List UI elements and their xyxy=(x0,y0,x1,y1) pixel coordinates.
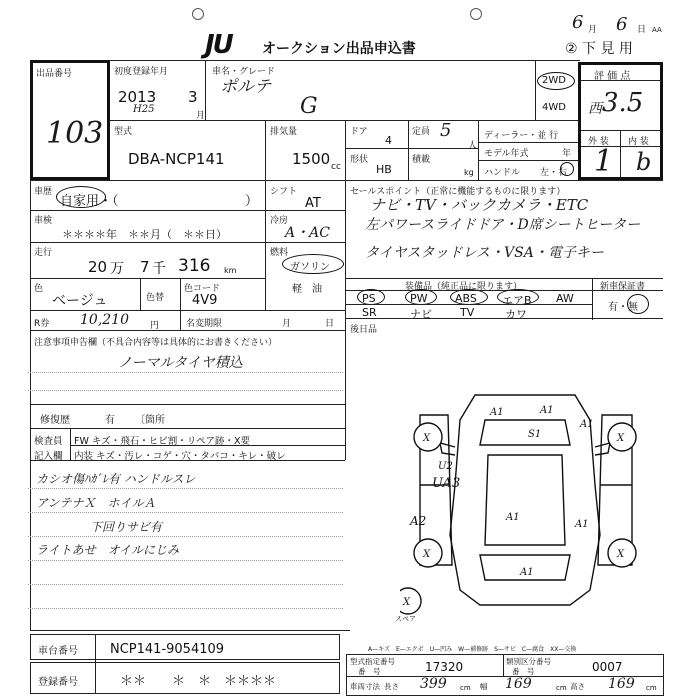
interior-label: 内 装 xyxy=(628,137,649,147)
equipment-item: カワ xyxy=(505,308,527,321)
registration-month-unit: 月 xyxy=(196,111,206,121)
dealer-row: ディーラー・並 行 xyxy=(484,131,559,141)
doors-value: 4 xyxy=(385,134,392,147)
inspection-label: 車検 xyxy=(34,216,53,226)
registration-year: 2013 xyxy=(118,88,157,106)
class-number-value: 0007 xyxy=(592,660,623,674)
doors-label: ドア xyxy=(350,127,368,137)
divider xyxy=(30,330,345,331)
capacity-unit: 人 xyxy=(468,141,478,151)
guarantee-label: 新車保証書 xyxy=(600,282,646,292)
divider xyxy=(180,310,181,330)
mileage-man: 20 xyxy=(88,258,108,276)
model-value: DBA-NCP141 xyxy=(128,150,225,168)
divider xyxy=(620,130,621,178)
usage-value: 自家用・（ xyxy=(60,194,119,209)
divider xyxy=(30,210,345,211)
length-label: 長さ xyxy=(384,682,399,691)
inspector-note: カシオ傷ﾊｶﾞﾚ有 ハンドルスレ xyxy=(36,472,196,486)
damage-mark: A1 xyxy=(580,419,594,430)
car-mirror xyxy=(440,443,455,455)
mileage-sen-unit: 千 xyxy=(152,261,166,277)
divider xyxy=(30,278,265,279)
divider xyxy=(592,278,593,320)
divider xyxy=(30,180,31,630)
fuel-value: ガソリン xyxy=(290,262,330,273)
date-suffix: AA xyxy=(652,26,662,34)
capacity-value: 5 xyxy=(440,120,452,141)
deadline-day: 日 xyxy=(325,319,335,329)
equipment-item: ABS xyxy=(455,292,477,305)
height-unit: cm xyxy=(646,684,657,692)
damage-mark: A1 xyxy=(490,407,504,418)
divider xyxy=(580,146,662,147)
divider xyxy=(265,120,266,180)
car-diagram xyxy=(400,375,660,625)
damage-mark: A1 xyxy=(575,519,589,530)
damage-legend: A—キズ E—エクボ U—凹み W—補修跡 S—サビ C—腐食 XX—交換 xyxy=(368,646,577,653)
equipment-item: ナビ xyxy=(410,308,432,321)
width-unit: cm xyxy=(556,684,567,692)
divider xyxy=(535,60,536,120)
punch-hole-icon xyxy=(470,8,482,20)
notes-text: ノーマルタイヤ積込 xyxy=(118,355,243,371)
displacement-unit: cc xyxy=(331,162,341,172)
equipment-circle xyxy=(357,289,385,305)
aircon-label: 冷房 xyxy=(270,216,289,226)
equipment-circle xyxy=(405,289,437,305)
tire-mark: X xyxy=(423,433,431,444)
damage-mark: UA3 xyxy=(432,476,461,491)
car-roof xyxy=(485,455,565,545)
color-code-label: 色コード xyxy=(184,284,221,294)
reg-number-value: ＊＊ ＊ ＊ ＊＊＊＊ xyxy=(120,674,277,689)
chassis-number: NCP141-9054109 xyxy=(110,642,225,657)
divider xyxy=(345,148,478,149)
mileage-rest: 316 xyxy=(178,256,211,276)
selling-point-line: 左パワースライドドア・D席シートヒーター xyxy=(365,217,641,233)
equipment-circle xyxy=(450,289,488,305)
divider xyxy=(140,278,141,310)
copy-label: ② 下 見 用 xyxy=(565,41,633,57)
displacement-label: 排気量 xyxy=(270,127,298,137)
notes-line xyxy=(28,512,343,513)
model-year-unit: 年 xyxy=(562,149,572,159)
recycle-unit: 円 xyxy=(150,321,160,331)
recycle-value: 10,210 xyxy=(80,312,129,328)
divider xyxy=(30,310,345,311)
inspector-label: 記入欄 xyxy=(34,451,63,462)
fuel-label: 燃料 xyxy=(270,248,289,258)
reg-number-label: 登録番号 xyxy=(38,677,78,688)
equipment-item: SR xyxy=(362,306,377,319)
shift-value: AT xyxy=(305,196,321,211)
color-value: ベージュ xyxy=(52,293,108,309)
selling-points-label: セールスポイント（正常に機能するものに限ります） xyxy=(350,187,566,197)
divider xyxy=(30,404,345,405)
exterior-label: 外 装 xyxy=(588,137,609,147)
inspector-label: 検査員 xyxy=(34,436,63,447)
date-day-unit: 日 xyxy=(637,25,647,35)
handle-row: ハンドル xyxy=(484,168,521,178)
deadline-label: 名変期限 xyxy=(186,319,223,329)
notes-line xyxy=(28,608,343,609)
notes-line xyxy=(28,372,343,373)
divider xyxy=(30,630,350,631)
notes-line xyxy=(28,536,343,537)
equipment-item: PW xyxy=(410,292,428,305)
repair-value: 有 xyxy=(105,415,115,426)
equipment-circle xyxy=(497,289,539,305)
lot-number-label: 出品番号 xyxy=(36,69,73,79)
body-shape-label: 形状 xyxy=(350,155,369,165)
selling-point-line: タイヤスタッドレス・VSA・電子キー xyxy=(365,245,604,261)
divider xyxy=(265,180,266,310)
equipment-label: 装備品（純正品に限ります） xyxy=(405,282,523,292)
spare-label: スペア xyxy=(395,615,416,623)
equipment-item: TV xyxy=(460,306,475,319)
notes-label: 注意事項申告欄（不具合内容等は具体的にお書きください） xyxy=(34,338,278,348)
equipment-item: エアB xyxy=(502,294,532,307)
punch-hole-icon xyxy=(192,8,204,20)
color-change-label: 色替 xyxy=(146,293,165,303)
load-label: 積載 xyxy=(412,155,431,165)
inspector-note: 下回りサビ有 xyxy=(90,520,163,534)
damage-mark: U2 xyxy=(438,461,453,472)
type-number-sub: 番 号 xyxy=(358,667,381,676)
usage-circle xyxy=(56,186,106,208)
divider xyxy=(345,304,592,305)
class-number-sub: 番 号 xyxy=(512,667,535,676)
tire-mark: X xyxy=(617,433,625,444)
date-day: 6 xyxy=(616,14,628,35)
divider xyxy=(110,60,580,61)
equipment-item: AW xyxy=(556,292,574,305)
shift-label: シフト xyxy=(270,187,298,197)
height-label: 高さ xyxy=(570,682,585,691)
divider xyxy=(30,460,345,461)
length-unit: cm xyxy=(460,684,471,692)
color-label: 色 xyxy=(34,284,44,294)
guarantee-options: 有・無 xyxy=(608,302,638,313)
model-year-row: モデル年式 xyxy=(484,149,529,159)
rating-value: 3.5 xyxy=(602,88,644,118)
header xyxy=(0,0,700,60)
exterior-grade: 1 xyxy=(594,144,614,179)
class-number-label: 類別区分番号 xyxy=(506,657,551,666)
tire-mark: X xyxy=(403,597,411,608)
divider xyxy=(478,160,578,161)
body-shape-value: HB xyxy=(376,163,392,176)
damage-mark: A1 xyxy=(506,512,520,523)
width-value: 169 xyxy=(505,676,532,692)
divider xyxy=(30,242,345,243)
mileage-unit: km xyxy=(224,266,237,275)
handle-right-circle xyxy=(560,162,574,176)
capacity-label: 定員 xyxy=(412,127,431,137)
divider xyxy=(345,120,346,180)
mileage-sen: 7 xyxy=(140,258,150,276)
equipment-item: PS xyxy=(362,292,376,305)
interior-grade: b xyxy=(636,148,652,176)
car-name-label: 車名・グレード xyxy=(212,67,276,77)
rating-label: 評 価 点 xyxy=(594,71,631,82)
divider xyxy=(503,654,504,676)
date-month: 6 xyxy=(572,12,584,33)
divider xyxy=(408,120,409,180)
type-number-value: 17320 xyxy=(425,660,464,674)
width-label: 幅 xyxy=(480,682,488,691)
drive-4wd: 4WD xyxy=(542,102,566,113)
divider xyxy=(180,278,181,310)
size-label: 車両寸法 xyxy=(350,682,380,691)
aircon-value: A・AC xyxy=(285,225,330,241)
form-title: オークション出品申込書 xyxy=(262,41,416,57)
divider xyxy=(478,142,578,143)
tire-mark: X xyxy=(423,549,431,560)
logo: JU xyxy=(205,30,232,60)
registration-label: 初度登録年月 xyxy=(114,67,169,77)
divider xyxy=(478,120,479,180)
type-number-label: 型式指定番号 xyxy=(350,657,395,666)
inspector-row: FW キズ・飛石・ヒビ割・リペア跡・X要 xyxy=(74,436,251,447)
color-code: 4V9 xyxy=(192,293,218,308)
car-mirror xyxy=(595,443,610,455)
damage-mark: A2 xyxy=(410,514,427,528)
length-value: 399 xyxy=(420,676,447,692)
recycle-label: R券 xyxy=(34,319,50,329)
divider xyxy=(70,445,345,446)
repair-place: 〔箇所 xyxy=(135,415,165,426)
date-month-unit: 月 xyxy=(588,25,598,35)
divider xyxy=(205,60,206,120)
rating-prefix: 西 xyxy=(588,101,602,117)
posterior-label: 後日品 xyxy=(350,325,378,335)
registration-era: H25 xyxy=(133,104,155,115)
inspector-row: 内装 キズ・汚レ・コゲ・穴・タバコ・キレ・破レ xyxy=(74,451,286,462)
divider xyxy=(70,428,71,460)
inspector-note: アンテナＸ ホイルＡ xyxy=(36,496,156,510)
load-unit: kg xyxy=(464,168,474,177)
usage-label: 車歴 xyxy=(34,187,53,197)
inspector-note: ライトあせ オイルにじみ xyxy=(36,543,180,557)
divider xyxy=(30,180,663,181)
drive-2wd: 2WD xyxy=(542,75,566,86)
divider xyxy=(580,80,662,81)
lot-number: 103 xyxy=(46,116,104,151)
guarantee-circle xyxy=(627,294,649,314)
notes-line xyxy=(28,390,343,391)
handle-options: 左・右 xyxy=(540,168,568,178)
damage-mark: A1 xyxy=(540,405,554,416)
deadline-month: 月 xyxy=(282,319,292,329)
chassis-label: 車台番号 xyxy=(38,646,78,657)
selling-point-line: ナビ・TV・バックカメラ・ETC xyxy=(370,196,589,214)
notes-line xyxy=(28,584,343,585)
divider xyxy=(30,428,345,429)
car-windshield xyxy=(480,420,570,445)
divider xyxy=(110,120,578,121)
damage-mark: S1 xyxy=(528,429,542,440)
car-name: ポルテ xyxy=(220,77,271,97)
model-label: 型式 xyxy=(114,127,133,137)
usage-close: ） xyxy=(245,194,259,209)
divider xyxy=(580,130,662,131)
fuel-alt: 軽 油 xyxy=(292,284,322,295)
divider xyxy=(345,180,346,460)
divider xyxy=(345,318,663,319)
tire-mark: X xyxy=(617,549,625,560)
height-value: 169 xyxy=(608,676,635,692)
inspection-value: ＊＊＊＊年 ＊＊月（ ＊＊日） xyxy=(62,228,227,241)
car-grade: G xyxy=(300,94,318,119)
repair-label: 修復歴 xyxy=(40,415,70,426)
registration-month: 3 xyxy=(188,88,198,106)
mileage-label: 走行 xyxy=(34,248,53,258)
displacement-value: 1500 xyxy=(292,150,331,168)
notes-line xyxy=(28,560,343,561)
notes-line xyxy=(28,488,343,489)
mileage-man-unit: 万 xyxy=(110,261,124,277)
damage-mark: A1 xyxy=(520,567,534,578)
